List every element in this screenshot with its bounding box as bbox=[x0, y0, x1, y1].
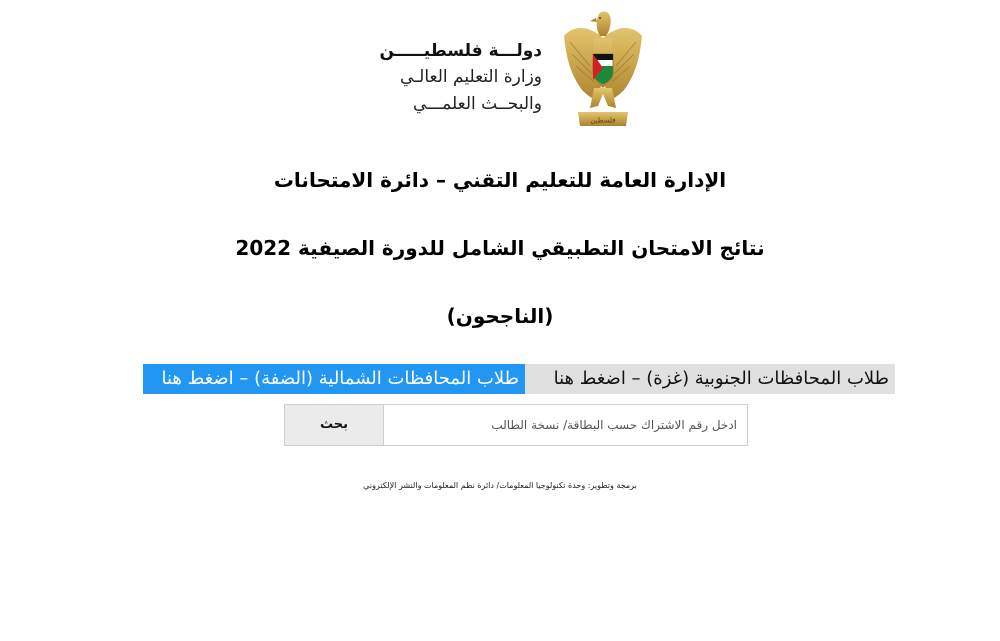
ministry-name bbox=[379, 38, 542, 118]
exam-results-title: نتائج الامتحان التطبيقي الشامل للدورة الصيفية 2022 bbox=[235, 236, 765, 260]
passed-status-title: (الناجحون) bbox=[446, 304, 554, 328]
ministry-header bbox=[380, 8, 650, 133]
search-form bbox=[284, 404, 748, 446]
region-links bbox=[143, 364, 898, 394]
ministry-line-1: وزارة التعليم العالـي bbox=[400, 67, 542, 87]
south-governorates-link[interactable]: طلاب المحافظات الجنوبية (غزة) – اضغط هنا bbox=[525, 364, 895, 394]
emblem-caption: فلسطين bbox=[590, 116, 616, 125]
north-governorates-link[interactable]: طلاب المحافظات الشمالية (الضفة) – اضغط هنا bbox=[143, 364, 525, 394]
footer-credits: برمجة وتطوير: وحدة تكنولوجيا المعلومات/ دائرة نظم المعلومات والنشر الإلكتروني bbox=[363, 481, 637, 490]
search-button[interactable]: بحث bbox=[284, 404, 384, 446]
ministry-line-2: والبحــث العلمـــي bbox=[413, 94, 542, 114]
palestine-eagle-emblem-icon bbox=[560, 8, 646, 133]
subscription-number-input[interactable] bbox=[384, 404, 748, 446]
directorate-title: الإدارة العامة للتعليم التقني – دائرة الامتحانات bbox=[273, 168, 727, 192]
state-name: دولـــة فلسطيـــــن bbox=[379, 41, 542, 61]
